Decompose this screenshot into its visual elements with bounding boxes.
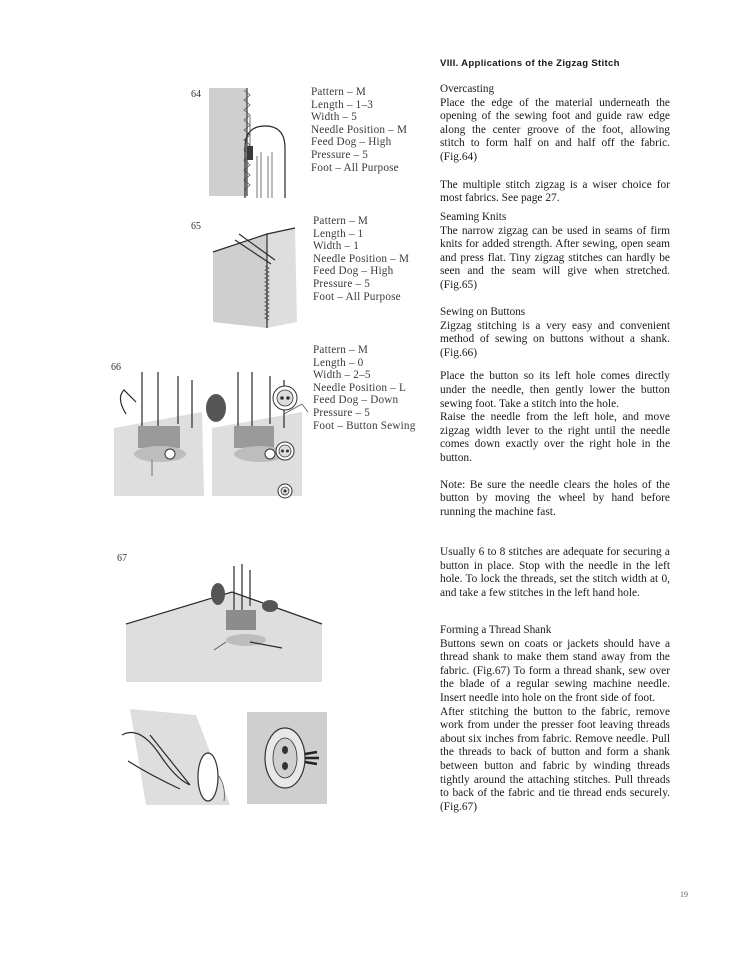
buttons-paragraph-place: Place the button so its left hole comes directly under the needle, then gently lower the button sewing foot. Take a stitch into the hole.: [440, 370, 670, 410]
setting-pressure: Pressure – 5: [311, 148, 369, 161]
figure-66-number: 66: [111, 362, 121, 373]
overcasting-paragraph: Place the edge of the material underneath the opening of the sewing foot and guide raw edge along the center groove of the foot, allowing stitch to form half on and half off the fabric. (Fig.64): [440, 96, 670, 163]
figure-64-number: 64: [191, 89, 201, 100]
figure-64-settings: [311, 86, 407, 174]
seaming-section: [440, 211, 670, 293]
setting-needle-position: Needle Position – M: [311, 123, 408, 136]
buttons-section: [440, 306, 670, 519]
figure-67-number: 67: [117, 553, 127, 564]
setting-width: Width – 5: [311, 111, 358, 124]
setting-pattern: Pattern – M: [313, 344, 369, 356]
thread-shank-hand-illustration: [120, 705, 230, 810]
figure-65-settings: [313, 215, 409, 303]
setting-pressure: Pressure – 5: [313, 406, 371, 419]
page-number: 19: [680, 890, 688, 899]
buttons-title: Sewing on Buttons: [440, 306, 526, 318]
figure-67-illustration: [122, 562, 322, 684]
setting-width: Width – 2–5: [313, 369, 371, 382]
seaming-title: Seaming Knits: [440, 211, 507, 223]
overcasting-section: [440, 83, 670, 206]
overcasting-note: The multiple stitch zigzag is a wiser choice for most fabrics. See page 27.: [440, 178, 670, 205]
setting-foot: Foot – All Purpose: [311, 161, 399, 174]
figure-65-illustration: [205, 222, 300, 330]
overcasting-title: Overcasting: [440, 83, 495, 95]
figure-65-number: 65: [191, 221, 201, 232]
button-hole-diagram-icon: [270, 385, 300, 510]
setting-foot: Foot – All Purpose: [313, 290, 401, 303]
setting-width: Width – 1: [313, 240, 360, 253]
setting-foot: Foot – Button Sewing: [313, 419, 416, 432]
section-heading: VIII. Applications of the Zigzag Stitch: [440, 58, 620, 69]
figure-66-settings: [313, 344, 416, 432]
setting-needle-position: Needle Position – M: [313, 252, 410, 265]
buttons-lock-section: [440, 546, 670, 600]
shank-title: Forming a Thread Shank: [440, 624, 552, 636]
shank-paragraph-intro: Buttons sewn on coats or jackets should have a thread shank to make them stand away from the fabric. (Fig.67) To form a thread shank, sew over the blade of a regular sewing machine needle. Insert needle into hole on the front side of foot.: [440, 637, 670, 704]
buttons-note: Note: Be sure the needle clears the holes of the button by moving the wheel by hand before running the machine fast.: [440, 478, 670, 518]
setting-feed-dog: Feed Dog – High: [313, 265, 394, 278]
setting-length: Length – 0: [313, 356, 364, 369]
thread-shank-button-icon: [245, 710, 330, 806]
buttons-paragraph-raise: Raise the needle from the left hole, and move zigzag width lever to the right until the needle comes down exactly over the right hole in the button.: [440, 411, 670, 464]
setting-length: Length – 1: [313, 227, 364, 240]
setting-length: Length – 1–3: [311, 98, 374, 111]
figure-64-illustration: [205, 86, 300, 198]
buttons-paragraph-lock: Usually 6 to 8 stitches are adequate for securing a button in place. Stop with the needle in the left hole. To lock the threads, set the stitch width at 0, and take a few stitches in the left hand hole.: [440, 546, 670, 599]
shank-paragraph-steps: After stitching the button to the fabric, remove work from under the presser foot leaving threads about six inches from fabric. Remove needle. Pull the threads to back of button and form a shank between button and fabric by winding threads tightly around the attaching stitches. Pull threads to back of the fabric and tie thread ends securely. (Fig.67): [440, 705, 670, 813]
seaming-paragraph: The narrow zigzag can be used in seams of firm knits for added strength. After sewing, open seam and press flat. Tiny zigzag stitches can hardly be seen and the seam will give when stretched. (Fig.65): [440, 224, 670, 291]
shank-section: [440, 624, 670, 814]
setting-feed-dog: Feed Dog – Down: [313, 394, 399, 407]
setting-needle-position: Needle Position – L: [313, 381, 406, 394]
setting-pressure: Pressure – 5: [313, 277, 371, 290]
setting-pattern: Pattern – M: [311, 86, 367, 98]
buttons-paragraph-intro: Zigzag stitching is a very easy and convenient method of sewing on buttons without a shank. (Fig.66): [440, 319, 670, 359]
setting-pattern: Pattern – M: [313, 215, 369, 227]
setting-feed-dog: Feed Dog – High: [311, 136, 392, 149]
